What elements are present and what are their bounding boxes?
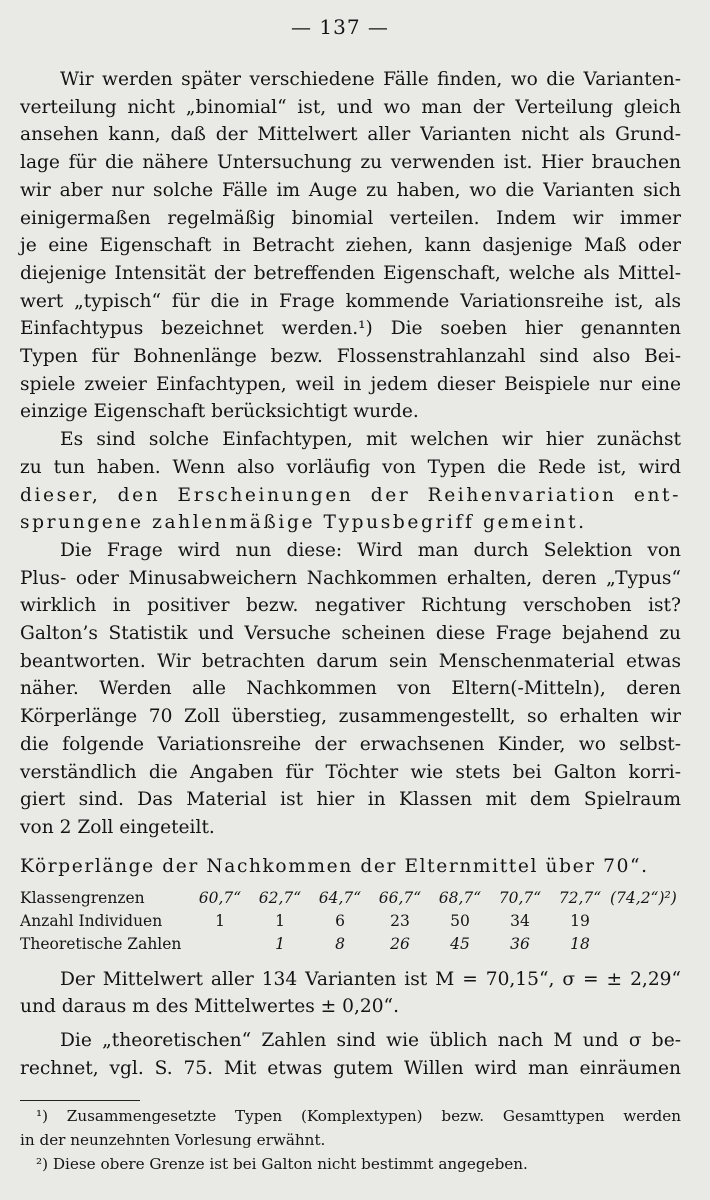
table-cell: 64,7“ (318, 889, 362, 908)
footnote-2 (20, 1152, 681, 1176)
text-line: Wir werden später verschiedene Fälle finden, wo die Varianten- (60, 69, 681, 90)
table-cell: 6 (335, 912, 345, 931)
paragraph-3 (20, 537, 681, 842)
text-line: je eine Eigenschaft in Betracht ziehen, kann dasjenige Maß oder (20, 235, 681, 257)
table-cell: 23 (390, 912, 410, 931)
table-cell: 68,7“ (438, 889, 482, 908)
text-line: zu tun haben. Wenn also vorläufig von Typen die Rede ist, wird (20, 456, 681, 478)
text-line: dieser, den Erscheinungen der Reihenvariation ent- (20, 484, 681, 506)
paragraph-4 (20, 966, 681, 1021)
table-title: Körperlänge der Nachkommen der Elternmittel über 70“. (20, 855, 649, 877)
text-line: die folgende Variationsreihe der erwachsenen Kinder, wo selbst- (20, 733, 681, 755)
text-line: von 2 Zoll eingeteilt. (20, 816, 215, 838)
text-line: Einfachtypus bezeichnet werden.¹) Die soeben hier genannten (20, 318, 681, 340)
table-cell: 70,7“ (498, 889, 542, 908)
text-line: Die „theoretischen“ Zahlen sind wie üblich nach M und σ be- (60, 1030, 681, 1052)
text-line: Die Frage wird nun diese: Wird man durch Selektion von (60, 539, 681, 561)
text-line: wirklich in positiver bezw. negativer Richtung verschoben ist? (20, 595, 681, 617)
table-row (20, 933, 677, 956)
text-line: Typen für Bohnenlänge bezw. Flossenstrahlanzahl sind also Bei- (20, 346, 681, 368)
footnote-line: ¹) Zusammengesetzte Typen (Komplextypen) bezw. Gesamttypen werden (36, 1107, 681, 1125)
text-line: Plus- oder Minusabweichern Nachkommen erhalten, deren „Typus“ (20, 567, 681, 589)
table-cell: 62,7“ (258, 889, 302, 908)
paragraph-2 (20, 426, 681, 537)
text-line: spiele zweier Einfachtypen, weil in jedem dieser Beispiele nur eine (20, 373, 681, 395)
table-row (20, 910, 677, 933)
text-line: wert „typisch“ für die in Frage kommende Variationsreihe ist, als (20, 290, 681, 312)
footnote-rule (20, 1100, 140, 1101)
text-line: lage für die nähere Untersuchung zu verwenden ist. Hier brauchen (20, 152, 681, 174)
text-line: verständlich die Angaben für Töchter wie stets bei Galton korri- (20, 761, 681, 783)
table-cell: 19 (570, 912, 590, 931)
table-cell: 1 (215, 912, 225, 931)
table-cell (190, 933, 250, 956)
text-line: rechnet, vgl. S. 75. Mit etwas gutem Willen wird man einräumen (20, 1057, 681, 1079)
text-line: wir aber nur solche Fälle im Auge zu haben, wo die Varianten sich (20, 179, 681, 201)
text-line: diejenige Intensität der betreffenden Eigenschaft, welche als Mittel- (20, 262, 681, 284)
text-line: einzige Eigenschaft berücksichtigt wurde. (20, 401, 419, 423)
table-cell: 26 (390, 935, 410, 954)
row-label: Klassengrenzen (20, 889, 145, 908)
table-cell: 60,7“ (198, 889, 242, 908)
table-cell: 1 (275, 935, 285, 954)
paragraph-1 (20, 66, 681, 426)
table-cell: 1 (275, 912, 285, 931)
text-line: Körperlänge 70 Zoll überstieg, zusammengestellt, so erhalten wir (20, 706, 681, 728)
main-text (20, 66, 681, 1083)
text-line: Der Mittelwert aller 134 Varianten ist M = 70,15“, σ = ± 2,29“ (60, 968, 681, 990)
page-number: — 137 — (291, 15, 389, 39)
text-line: verteilung nicht „binomial“ ist, und wo man der Verteilung gleich (20, 96, 681, 118)
text-line: beantworten. Wir betrachten darum sein Menschenmaterial etwas (20, 650, 681, 672)
variation-table (20, 887, 677, 956)
table-cell: 8 (335, 935, 345, 954)
text-line: Galton’s Statistik und Versuche scheinen diese Frage bejahend zu (20, 623, 681, 645)
table-row (20, 887, 677, 910)
row-label: Theoretische Zahlen (20, 935, 182, 954)
table-cell (610, 933, 677, 956)
table-cell: (74,2“)²) (610, 889, 677, 908)
paragraph-5 (20, 1027, 681, 1082)
table-cell: 34 (510, 912, 530, 931)
table-cell: 50 (450, 912, 470, 931)
row-label: Anzahl Individuen (20, 912, 163, 931)
table-cell (610, 910, 677, 933)
table-cell: 45 (450, 935, 470, 954)
table-cell: 72,7“ (558, 889, 602, 908)
text-line: sprungene zahlenmäßige Typusbegriff gemeint. (20, 512, 587, 534)
footnote-line: in der neunzehnten Vorlesung erwähnt. (20, 1131, 326, 1149)
text-line: näher. Werden alle Nachkommen von Eltern(-Mitteln), deren (20, 678, 681, 700)
footnote-1 (20, 1104, 681, 1152)
text-line: und daraus m des Mittelwertes ± 0,20“. (20, 996, 399, 1018)
text-line: einigermaßen regelmäßig binomial verteilen. Indem wir immer (20, 207, 681, 229)
text-line: Es sind solche Einfachtypen, mit welchen wir hier zunächst (60, 429, 681, 451)
footnote-line: ²) Diese obere Grenze ist bei Galton nicht bestimmt angegeben. (36, 1155, 528, 1173)
table-cell: 18 (570, 935, 590, 954)
table-cell: 66,7“ (378, 889, 422, 908)
table-cell: 36 (510, 935, 530, 954)
text-line: giert sind. Das Material ist hier in Klassen mit dem Spielraum (20, 789, 681, 811)
text-line: ansehen kann, daß der Mittelwert aller Varianten nicht als Grund- (20, 124, 681, 146)
